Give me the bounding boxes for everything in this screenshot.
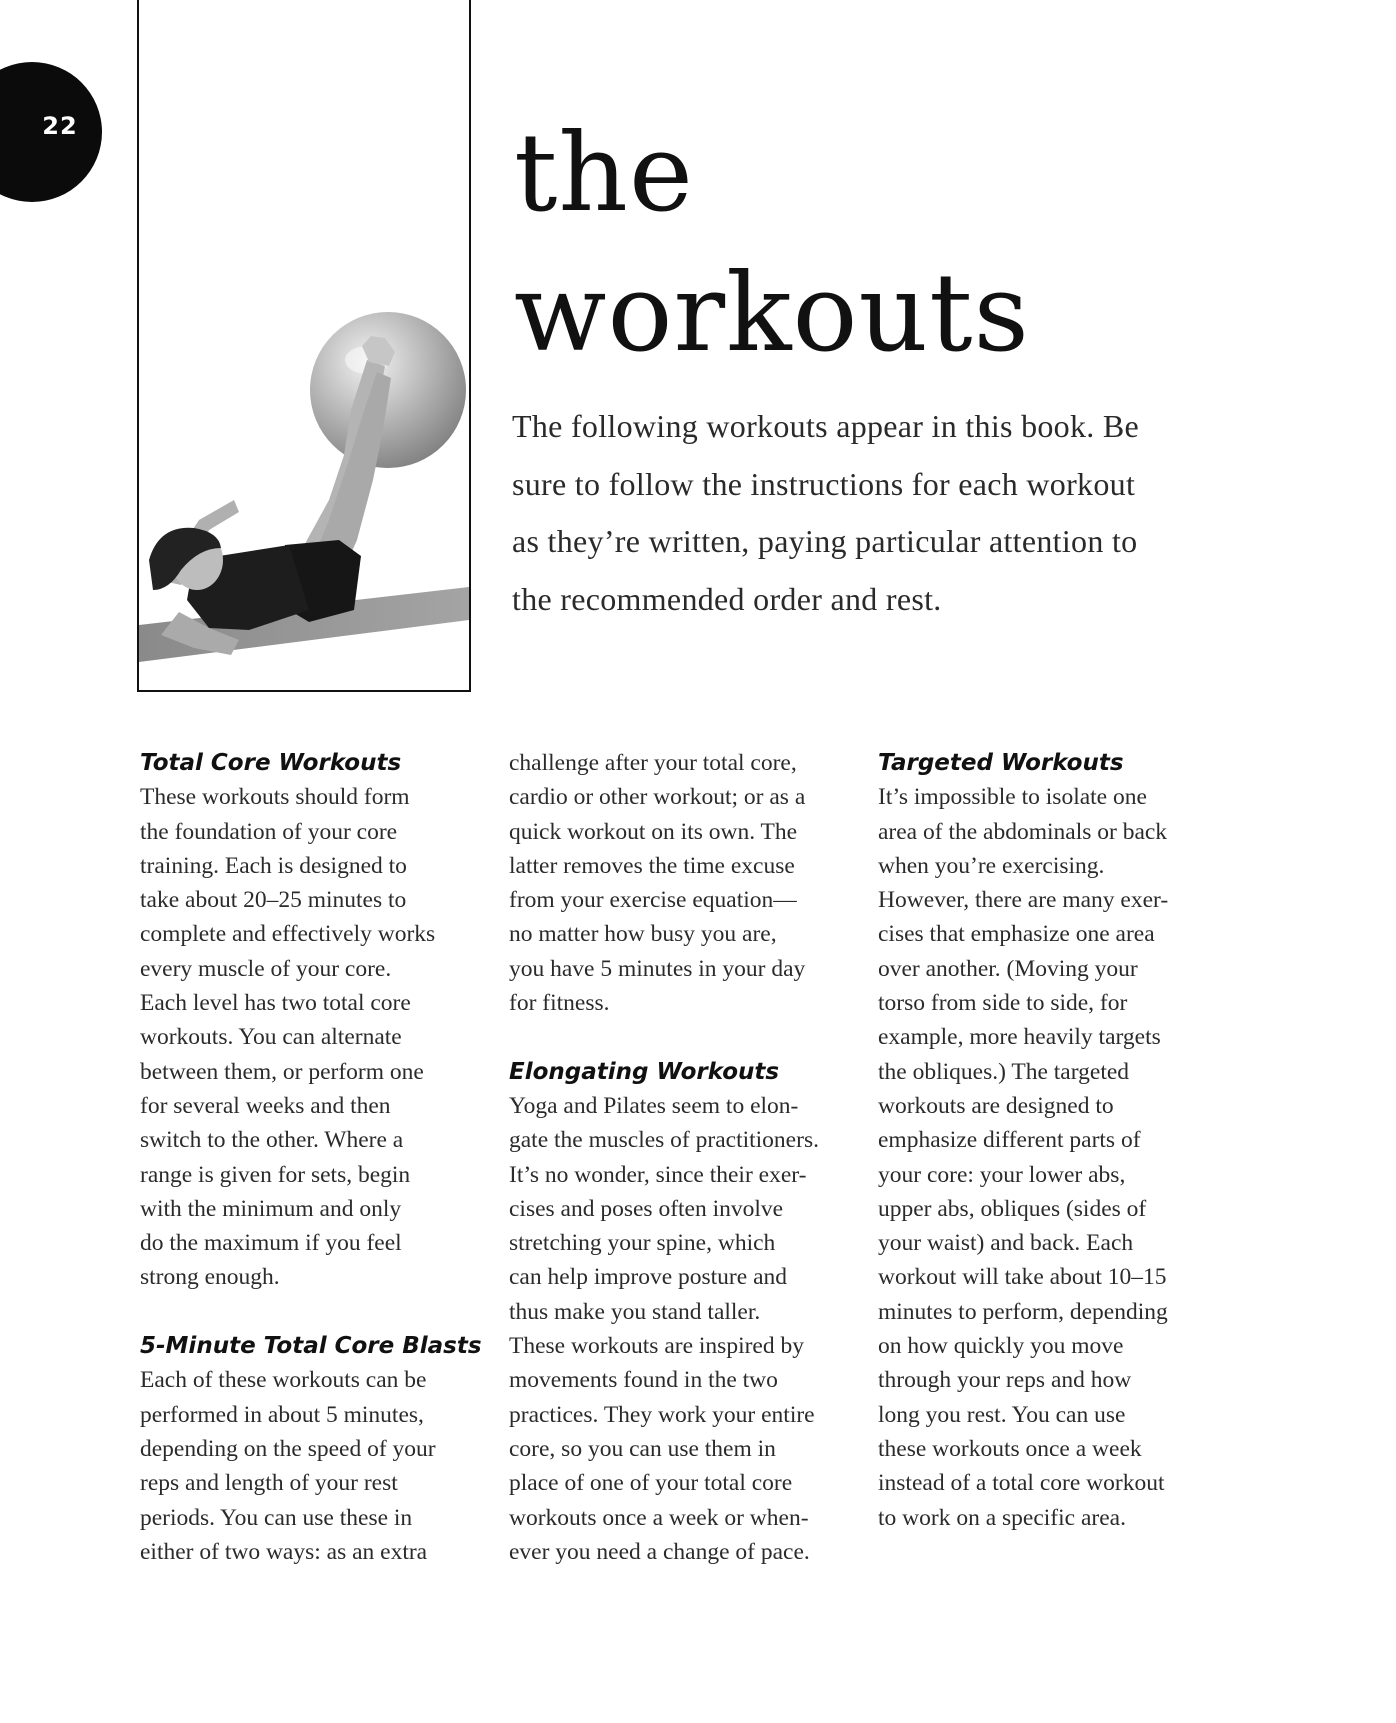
body-line: complete and effectively works [140, 921, 436, 948]
body-line: with the minimum and only [140, 1195, 402, 1222]
body-line: can help improve posture and [509, 1264, 787, 1291]
body-line: cardio or other workout; or as a [509, 784, 806, 811]
body-line: ever you need a change of pace. [509, 1538, 810, 1565]
core-blasts-body-continued [509, 746, 869, 1020]
body-line: the foundation of your core [140, 818, 398, 845]
body-line: However, there are many exer- [878, 887, 1169, 914]
body-line: workout will take about 10–15 [878, 1264, 1167, 1291]
body-line: minutes to perform, depending [878, 1298, 1168, 1325]
body-line: practices. They work your entire [509, 1401, 815, 1428]
elongating-heading: Elongating Workouts [509, 1058, 780, 1085]
body-line: cises and poses often involve [509, 1195, 784, 1222]
body-line: these workouts once a week [878, 1435, 1142, 1462]
page-number: 22 [42, 112, 78, 140]
intro-line: sure to follow the instructions for each workout [512, 465, 1136, 502]
body-line: These workouts are inspired by [509, 1333, 804, 1360]
exercise-ball-photo [139, 0, 469, 690]
body-line: range is given for sets, begin [140, 1161, 411, 1188]
body-line: These workouts should form [140, 784, 410, 811]
section-gap [140, 1295, 500, 1329]
body-line: over another. (Moving your [878, 955, 1138, 982]
core-blasts-body [140, 1363, 500, 1569]
body-line: periods. You can use these in [140, 1504, 413, 1531]
intro-paragraph [512, 398, 1212, 628]
body-line: every muscle of your core. [140, 955, 392, 982]
body-line: you have 5 minutes in your day [509, 955, 806, 982]
body-line: for fitness. [509, 990, 610, 1017]
page-title [514, 104, 1030, 384]
body-line: performed in about 5 minutes, [140, 1401, 424, 1428]
body-line: gate the muscles of practitioners. [509, 1127, 819, 1154]
intro-line: The following workouts appear in this book. Be [512, 408, 1140, 444]
body-line: switch to the other. Where a [140, 1127, 404, 1154]
body-line: on how quickly you move [878, 1333, 1124, 1360]
body-line: to work on a specific area. [878, 1504, 1126, 1531]
body-line: example, more heavily targets [878, 1024, 1161, 1051]
targeted-body [878, 780, 1238, 1535]
body-line: depending on the speed of your [140, 1435, 436, 1462]
targeted-heading: Targeted Workouts [878, 750, 1124, 776]
body-line: reps and length of your rest [140, 1470, 398, 1497]
body-line: cises that emphasize one area [878, 921, 1155, 948]
body-line: It’s impossible to isolate one [878, 784, 1147, 811]
body-line: when you’re exercising. [878, 852, 1105, 879]
body-line: place of one of your total core [509, 1470, 793, 1497]
text-column-2 [509, 746, 869, 1569]
body-line: Each level has two total core [140, 990, 411, 1017]
core-blasts-heading: 5-Minute Total Core Blasts [140, 1333, 482, 1360]
body-line: challenge after your total core, [509, 750, 797, 776]
body-line: workouts. You can alternate [140, 1024, 402, 1051]
body-line: either of two ways: as an extra [140, 1538, 428, 1565]
body-line: It’s no wonder, since their exer- [509, 1161, 807, 1188]
elongating-body [509, 1089, 869, 1569]
body-line: workouts are designed to [878, 1092, 1114, 1119]
text-column-3 [878, 746, 1238, 1535]
text-column-1 [140, 746, 500, 1569]
body-line: do the maximum if you feel [140, 1230, 402, 1257]
body-line: Each of these workouts can be [140, 1367, 427, 1394]
body-line: upper abs, obliques (sides of [878, 1195, 1147, 1222]
body-line: workouts once a week or when- [509, 1504, 809, 1531]
body-line: no matter how busy you are, [509, 921, 777, 948]
body-line: between them, or perform one [140, 1058, 424, 1085]
title-line-1: the [514, 111, 694, 236]
intro-line: the recommended order and rest. [512, 580, 942, 617]
body-line: through your reps and how [878, 1367, 1132, 1394]
body-line: thus make you stand taller. [509, 1298, 761, 1325]
body-line: area of the abdominals or back [878, 818, 1168, 845]
total-core-heading: Total Core Workouts [140, 750, 402, 776]
body-line: your waist) and back. Each [878, 1230, 1134, 1257]
total-core-body [140, 780, 500, 1294]
body-line: training. Each is designed to [140, 852, 407, 879]
body-line: take about 20–25 minutes to [140, 887, 407, 914]
body-line: movements found in the two [509, 1367, 778, 1394]
body-line: stretching your spine, which [509, 1230, 776, 1257]
body-line: for several weeks and then [140, 1092, 391, 1119]
photo-frame [137, 0, 471, 692]
title-line-2: workouts [514, 251, 1030, 376]
body-line: latter removes the time excuse [509, 852, 795, 879]
section-gap [509, 1020, 869, 1054]
body-line: long you rest. You can use [878, 1401, 1126, 1428]
body-line: torso from side to side, for [878, 990, 1128, 1017]
body-line: from your exercise equation— [509, 887, 797, 914]
body-line: strong enough. [140, 1264, 280, 1291]
body-line: your core: your lower abs, [878, 1161, 1126, 1188]
body-line: emphasize different parts of [878, 1127, 1141, 1154]
body-line: core, so you can use them in [509, 1435, 776, 1462]
body-line: instead of a total core workout [878, 1470, 1165, 1497]
body-line: Yoga and Pilates seem to elon- [509, 1092, 799, 1119]
body-line: the obliques.) The targeted [878, 1058, 1130, 1085]
intro-line: as they’re written, paying particular attention to [512, 523, 1138, 559]
body-line: quick workout on its own. The [509, 818, 798, 845]
